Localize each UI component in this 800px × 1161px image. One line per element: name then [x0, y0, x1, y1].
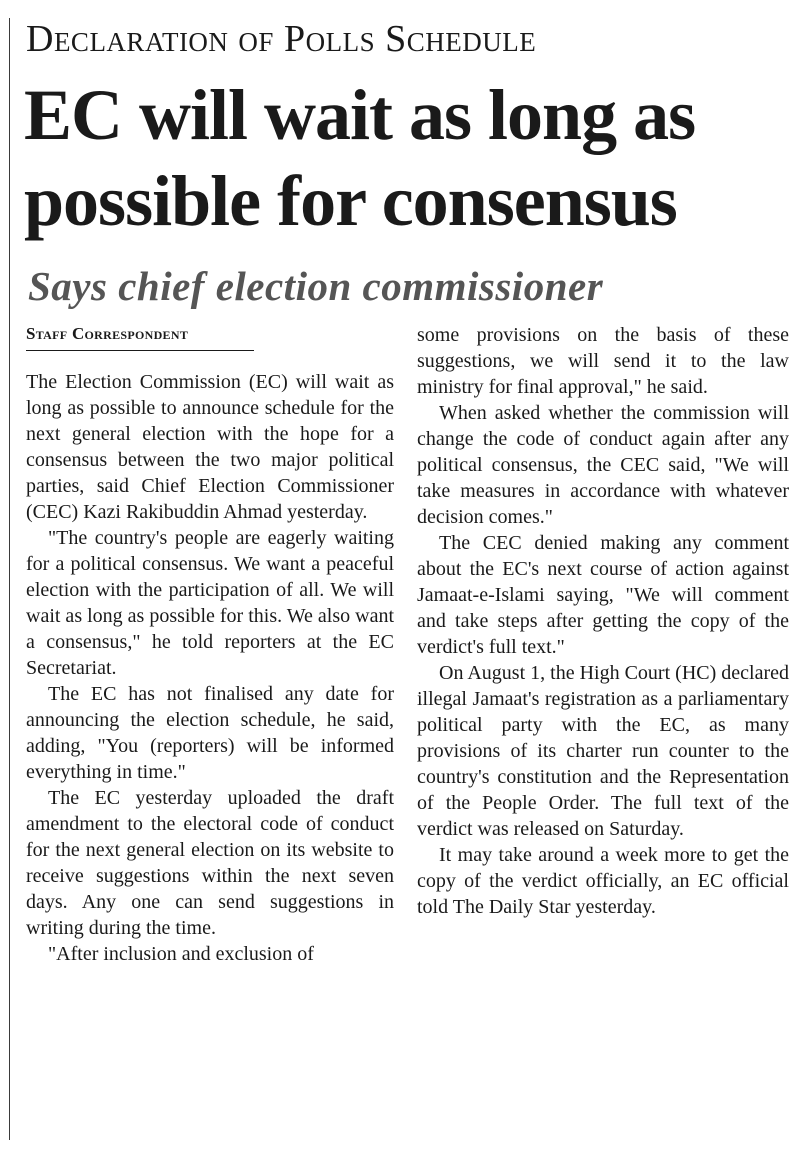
- paragraph: "The country's people are eagerly waiting for a political consensus. We want a peaceful election with the participation of all. We will wait as long as possible for this. We also want a consensus," he told reporters at the EC Secretariat.: [26, 527, 394, 679]
- paragraph: The Election Commission (EC) will wait as long as possible to announce schedule for the next general election with the hope for a consensus between the two major political parties, said Chief Election Commissioner (CEC) Kazi Rakibuddin Ahmad yesterday.: [26, 371, 394, 523]
- byline: Staff Correspondent: [26, 322, 254, 351]
- paragraph: When asked whether the commission will change the code of conduct again after any political consensus, the CEC said, "We will take measures in accordance with whatever decision comes.": [417, 402, 789, 528]
- paragraph: On August 1, the High Court (HC) declared illegal Jamaat's registration as a parliamentary political party with the EC, as many provisions of its charter run counter to the country's constitution and the Representation of the People Order. The full text of the verdict was released on Saturday.: [417, 662, 789, 840]
- headline: EC will wait as long as possible for consensus: [24, 75, 696, 241]
- paragraph: The CEC denied making any comment about the EC's next course of action against Jamaat-e-Islami saying, "We will comment and take steps after getting the copy of the verdict's full text.": [417, 532, 789, 658]
- paragraph: It may take around a week more to get the copy of the verdict officially, an EC official told The Daily Star yesterday.: [417, 844, 789, 918]
- paragraph: The EC has not finalised any date for announcing the election schedule, he said, adding, "You (reporters) will be informed everything in time.": [26, 683, 394, 783]
- paragraph: some provisions on the basis of these suggestions, we will send it to the law ministry for final approval," he said.: [417, 324, 789, 398]
- column-rule: [9, 18, 10, 1140]
- paragraph: "After inclusion and exclusion of: [48, 943, 314, 965]
- article-column-right: [417, 322, 789, 920]
- kicker: Declaration of Polls Schedule: [26, 18, 537, 60]
- deck-subheadline: Says chief election commissioner: [28, 263, 604, 309]
- article-column-left: [26, 322, 394, 967]
- paragraph: The EC yesterday uploaded the draft amendment to the electoral code of conduct for the next general election on its website to receive suggestions within the next seven days. Any one can send suggestions in writing during the time.: [26, 787, 394, 939]
